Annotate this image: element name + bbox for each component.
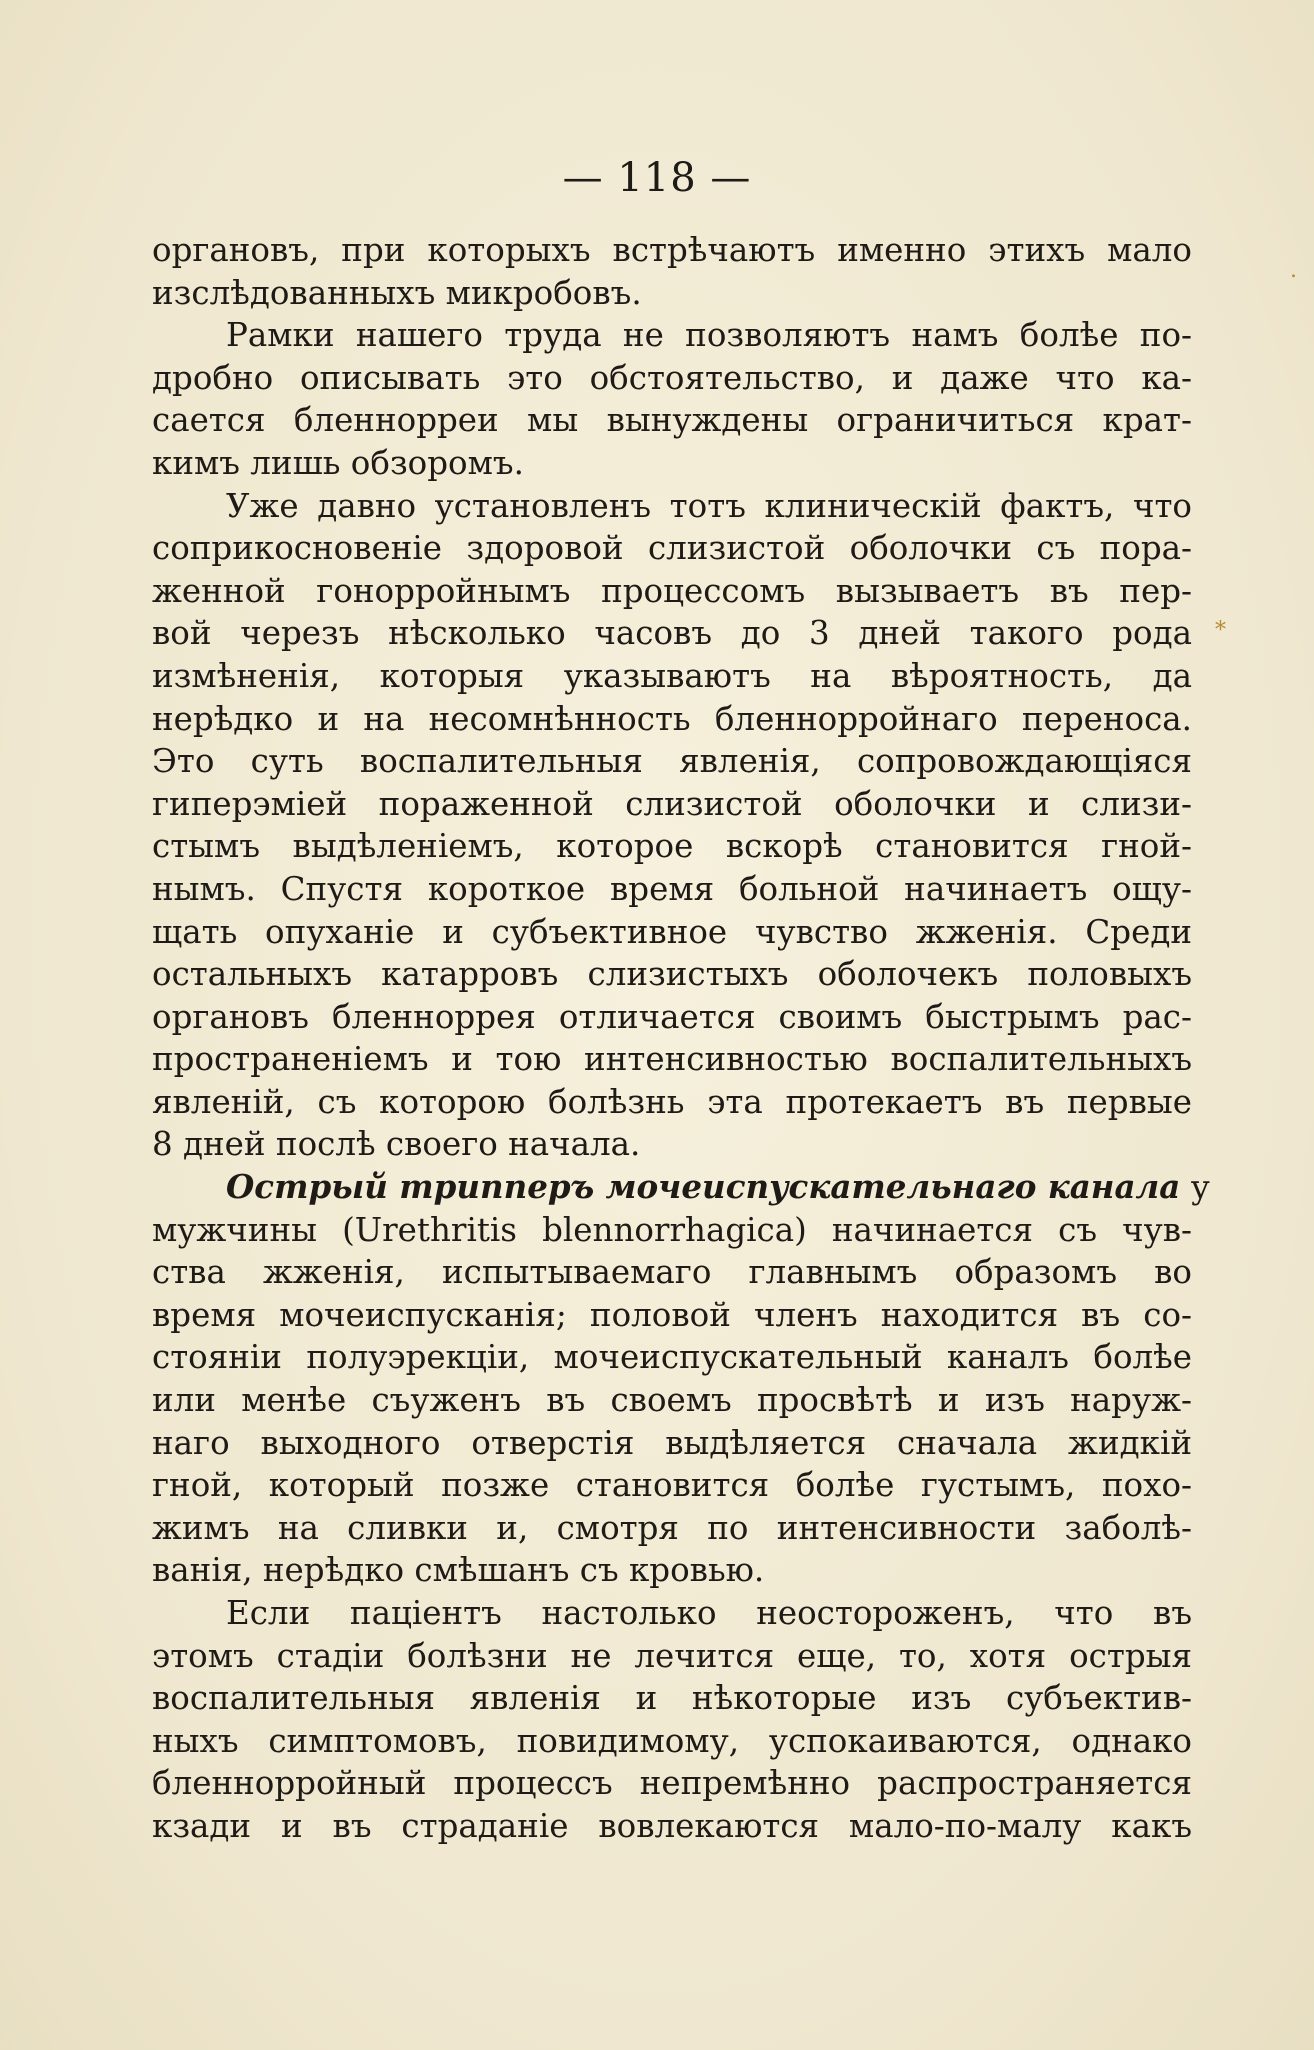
text-line [152, 1507, 1192, 1550]
line-text: бленнорройный процессъ непремѣнно распространяется [152, 1764, 1192, 1803]
text-line [152, 1592, 1192, 1635]
line-text: или менѣе съуженъ въ своемъ просвѣтѣ и изъ наруж- [152, 1381, 1192, 1420]
text-line [152, 485, 1192, 528]
text-line [152, 357, 1192, 400]
line-text: нерѣдко и на несомнѣнность бленнорройнаго переноса. [152, 699, 1192, 738]
italic-heading: Острый трипперъ мочеиспускательнаго канала [226, 1167, 1181, 1207]
line-text: сается бленнорреи мы вынуждены ограничиться крат- [152, 401, 1192, 440]
text-line [152, 1762, 1192, 1805]
line-text: ныхъ симптомовъ, повидимому, успокаиваются, однако [152, 1721, 1192, 1760]
line-text: дробно описывать это обстоятельство, и даже что ка- [152, 358, 1192, 397]
line-text: женной гонорройнымъ процессомъ вызываетъ въ пер- [152, 571, 1192, 610]
text-line [152, 399, 1192, 442]
line-text: кимъ лишь обзоромъ. [152, 443, 524, 482]
line-text: органовъ, при которыхъ встрѣчаютъ именно этихъ мало [152, 231, 1192, 269]
text-line [152, 783, 1192, 826]
line-text: гной, который позже становится болѣе густымъ, похо- [152, 1466, 1192, 1505]
text-line [152, 612, 1192, 655]
text-line [152, 868, 1192, 911]
text-line [152, 1677, 1192, 1720]
line-text: органовъ бленноррея отличается своимъ быстрымъ рас- [152, 997, 1192, 1036]
line-text: нымъ. Спустя короткое время больной начинаетъ ощу- [152, 869, 1192, 908]
line-text: Это суть воспалительныя явленія, сопровождающіяся [152, 742, 1192, 781]
text-line [152, 825, 1192, 868]
line-text: пространеніемъ и тою интенсивностью воспалительныхъ [152, 1040, 1192, 1079]
text-line [152, 953, 1192, 996]
text-line [152, 1422, 1192, 1465]
line-text: 8 дней послѣ своего начала. [152, 1125, 641, 1164]
text-line [152, 1336, 1192, 1379]
line-text: явленій, съ которою болѣзнь эта протекаетъ въ первые [152, 1082, 1192, 1121]
line-text: этомъ стадіи болѣзни не лечится еще, то, хотя острыя [152, 1636, 1192, 1675]
line-text: гиперэміей пораженной слизистой оболочки и слизи- [152, 784, 1192, 823]
text-line [152, 1294, 1192, 1337]
line-text: наго выходного отверстія выдѣляется сначала жидкій [152, 1423, 1192, 1462]
line-text: у [1180, 1168, 1210, 1207]
text-line [152, 1123, 1192, 1166]
text-line [152, 698, 1192, 741]
line-text: ванія, нерѣдко смѣшанъ съ кровью. [152, 1551, 765, 1590]
text-line [152, 314, 1192, 357]
line-text: измѣненія, которыя указываютъ на вѣроятность, да [152, 656, 1192, 695]
text-line [152, 1379, 1192, 1422]
line-text: вой черезъ нѣсколько часовъ до 3 дней такого рода [152, 614, 1192, 653]
text-line [152, 1464, 1192, 1507]
text-line [152, 229, 1192, 272]
text-line [152, 1038, 1192, 1081]
text-line [152, 1081, 1192, 1124]
line-text: остальныхъ катарровъ слизистыхъ оболочекъ половыхъ [152, 955, 1192, 994]
line-text: соприкосновеніе здоровой слизистой оболочки съ пора- [152, 529, 1192, 568]
body-text [152, 229, 1210, 1848]
line-text: кзади и въ страданіе вовлекаются мало-по-малу какъ [152, 1806, 1192, 1845]
text-line [152, 1805, 1192, 1848]
text-line [152, 1549, 1192, 1592]
text-line [152, 996, 1192, 1039]
text-line [152, 1251, 1192, 1294]
text-line [152, 442, 1192, 485]
text-line [152, 655, 1192, 698]
line-text: воспалительныя явленія и нѣкоторые изъ субъектив- [152, 1679, 1192, 1718]
line-text: стояніи полуэрекціи, мочеиспускательный каналъ болѣе [152, 1338, 1192, 1377]
line-text: мужчины (Urethritis blennorrhagica) начинается съ чув- [152, 1210, 1192, 1249]
line-text: Уже давно установленъ тотъ клиническій фактъ, что [226, 486, 1192, 525]
line-text: щать опуханіе и субъективное чувство жженія. Среди [152, 912, 1192, 951]
line-text: жимъ на сливки и, смотря по интенсивности заболѣ- [152, 1508, 1192, 1547]
text-line [152, 272, 1192, 315]
margin-speck: * [1215, 618, 1226, 643]
text-line [152, 1635, 1192, 1678]
text-line [152, 570, 1192, 613]
text-line [152, 527, 1192, 570]
line-text: стымъ выдѣленіемъ, которое вскорѣ становится гной- [152, 827, 1192, 866]
line-text: время мочеиспусканія; половой членъ находится въ со- [152, 1295, 1192, 1334]
text-line [152, 911, 1192, 954]
line-text: Рамки нашего труда не позволяютъ намъ болѣе по- [226, 316, 1192, 355]
line-text: Если паціентъ настолько неостороженъ, что въ [226, 1594, 1192, 1632]
page-number: — 118 — [562, 155, 752, 201]
line-text: ства жженія, испытываемаго главнымъ образомъ во [152, 1253, 1192, 1292]
text-line [152, 1720, 1192, 1763]
line-text: изслѣдованныхъ микробовъ. [152, 273, 642, 312]
text-line [152, 740, 1192, 783]
margin-speck: . [1290, 258, 1297, 283]
text-line [152, 1209, 1192, 1252]
text-line [152, 1166, 1210, 1209]
